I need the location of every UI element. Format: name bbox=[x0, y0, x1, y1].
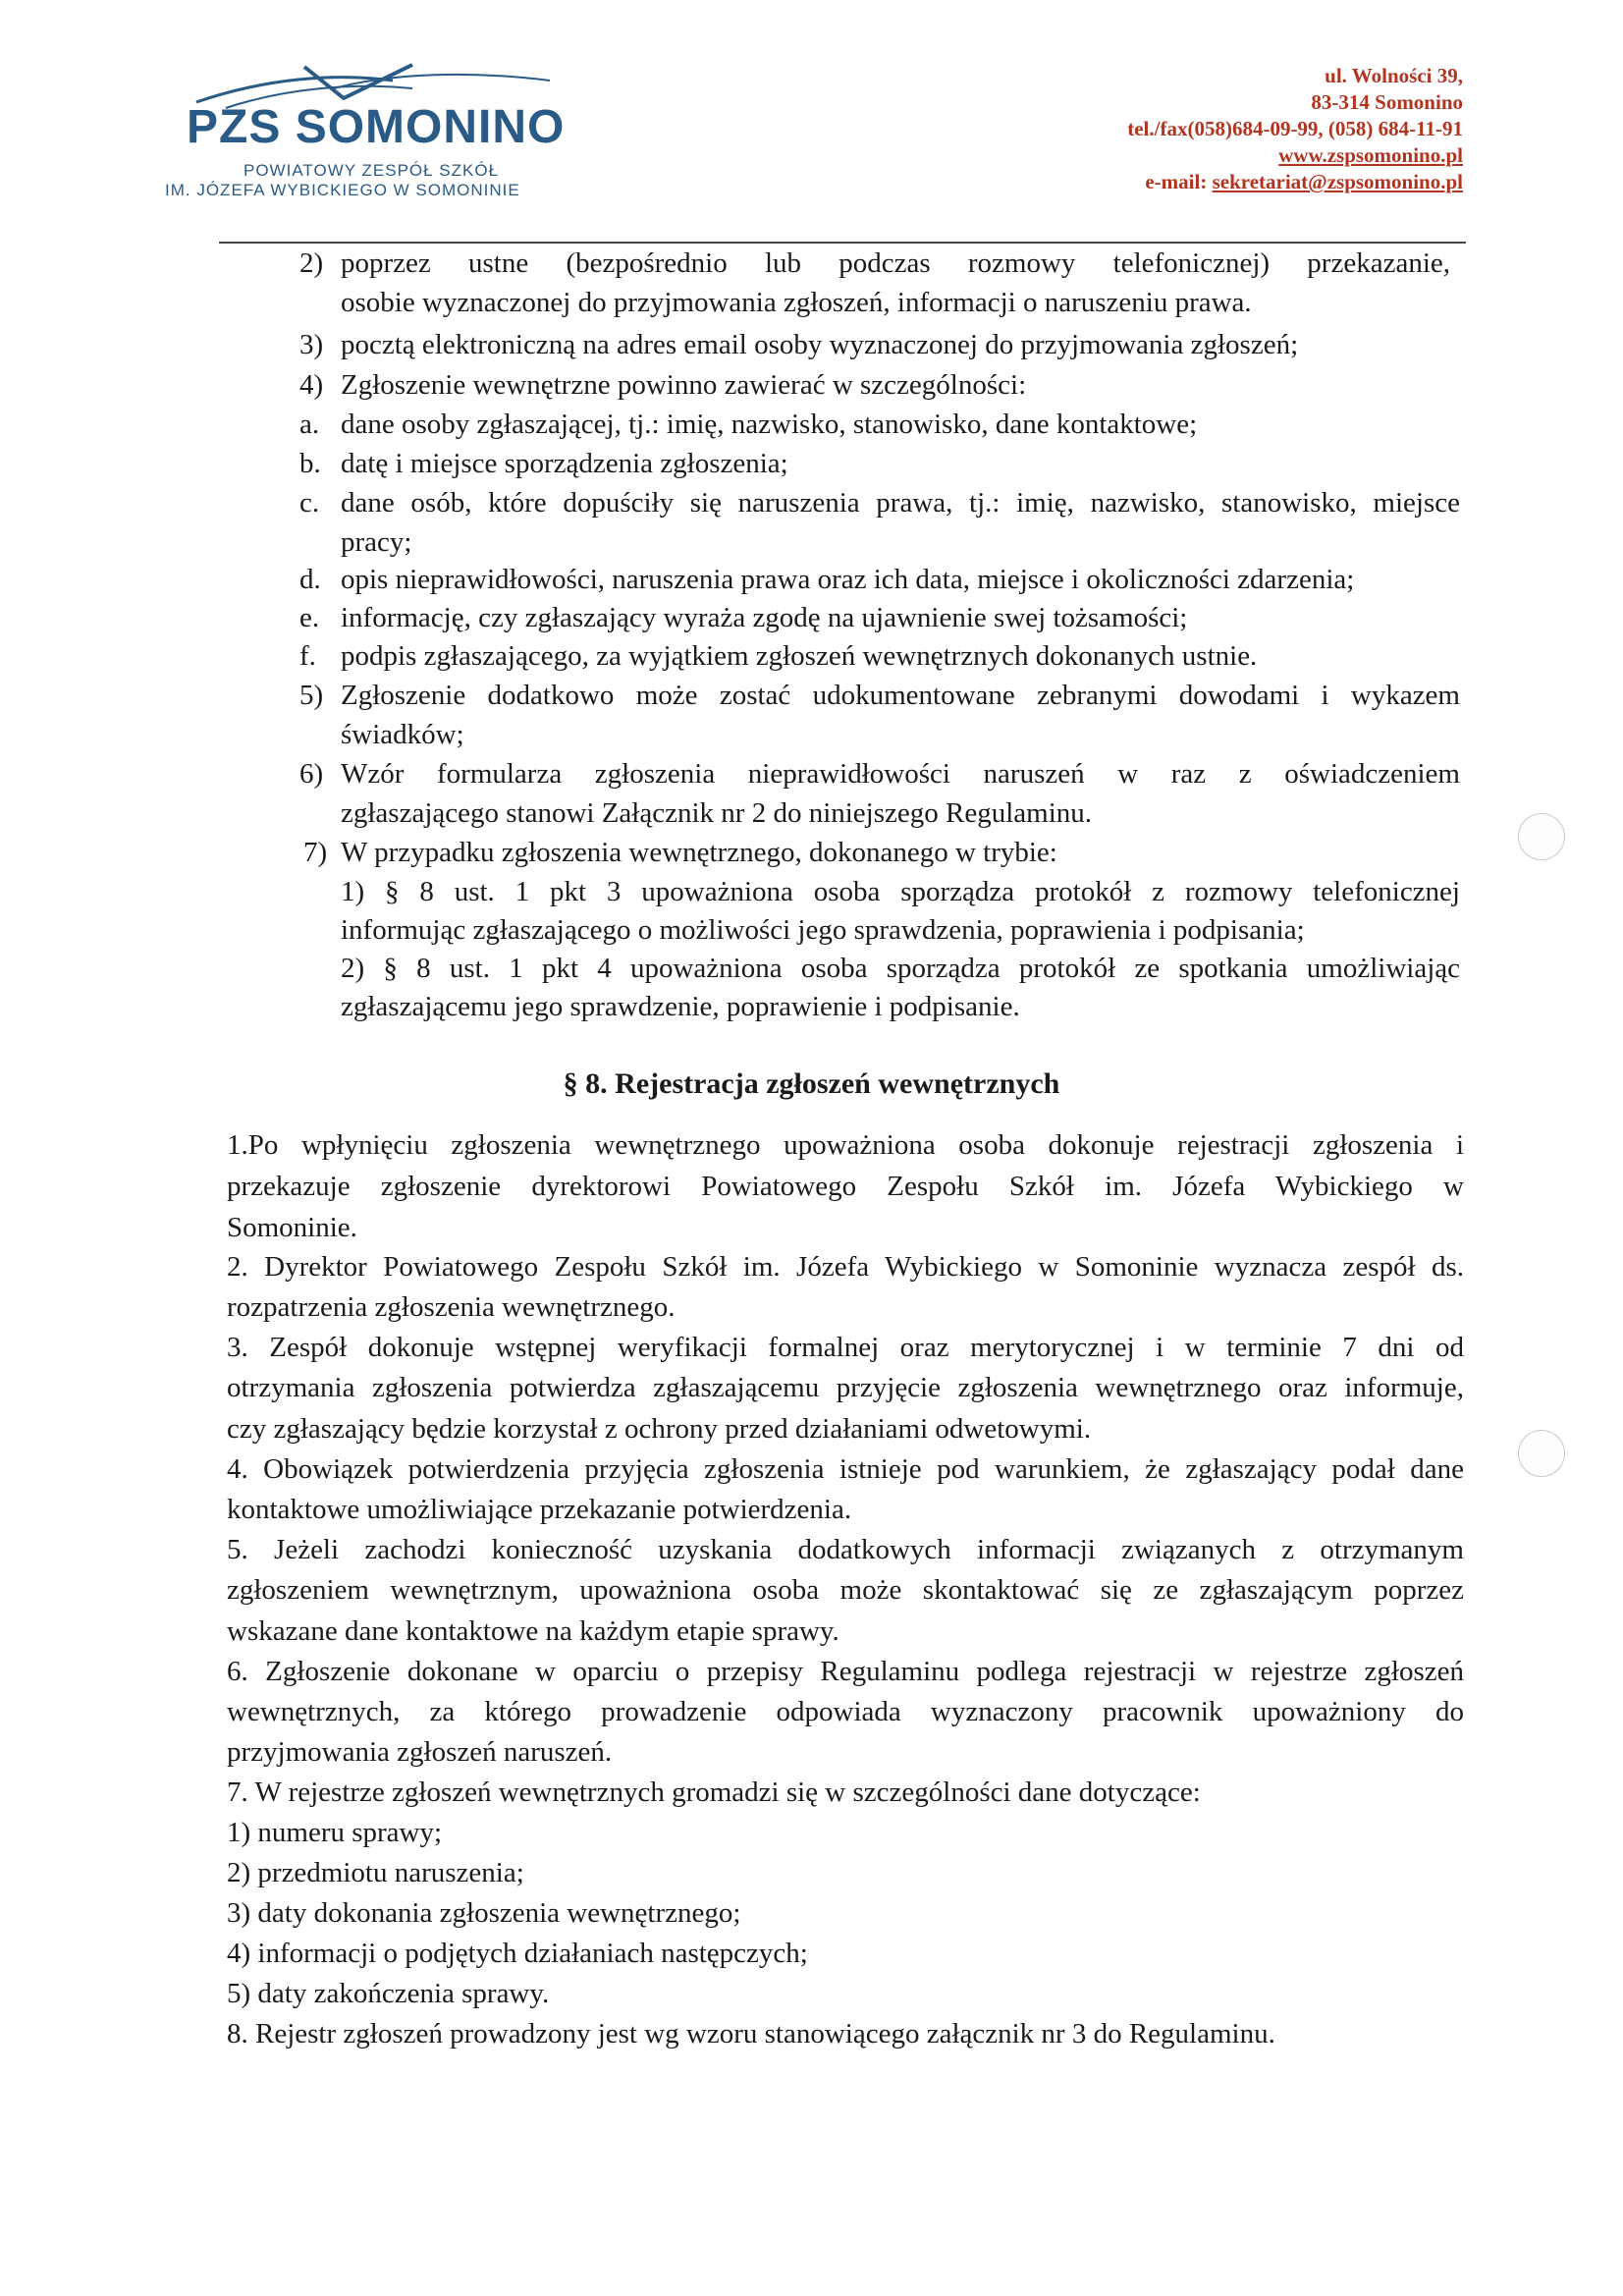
list-marker: d. bbox=[299, 564, 321, 595]
list-item-line: Wzór formularza zgłoszenia nieprawidłowości naruszeń w raz z oświadczeniem bbox=[341, 758, 1460, 790]
section-title: § 8. Rejestracja zgłoszeń wewnętrznych bbox=[563, 1067, 1060, 1100]
list-marker: b. bbox=[299, 448, 321, 479]
list-item-line: 2) § 8 ust. 1 pkt 4 upoważniona osoba sporządza protokół ze spotkania umożliwiając bbox=[341, 953, 1460, 984]
list-item-line: pocztą elektroniczną na adres email osoby wyznaczonej do przyjmowania zgłoszeń; bbox=[341, 329, 1299, 360]
list-marker: 7) bbox=[303, 837, 328, 868]
paragraph-line: 3. Zespół dokonuje wstępnej weryfikacji formalnej oraz merytorycznej i w terminie 7 dni od bbox=[227, 1332, 1464, 1363]
logo-subtitle-2: IM. JÓZEFA WYBICKIEGO W SOMONINIE bbox=[165, 181, 520, 199]
paragraph-line: czy zgłaszający będzie korzystał z ochrony przed działaniami odwetowymi. bbox=[227, 1413, 1092, 1445]
list-marker: 5) bbox=[299, 680, 324, 711]
logo-subtitle-1: POWIATOWY ZESPÓŁ SZKÓŁ bbox=[243, 161, 500, 180]
list-item-line: informację, czy zgłaszający wyraża zgodę na ujawnienie swej tożsamości; bbox=[341, 602, 1188, 633]
list-marker: f. bbox=[299, 640, 316, 672]
paragraph-line: 6. Zgłoszenie dokonane w oparciu o przepisy Regulaminu podlega rejestracji w rejestrze zgłoszeń bbox=[227, 1656, 1464, 1687]
punch-hole bbox=[1518, 1430, 1565, 1477]
website-link[interactable]: www.zspsomonino.pl bbox=[1278, 143, 1463, 167]
list-marker: c. bbox=[299, 487, 320, 519]
list-item-line: zgłaszającego stanowi Załącznik nr 2 do niniejszego Regulaminu. bbox=[341, 797, 1093, 829]
list-item-line: podpis zgłaszającego, za wyjątkiem zgłoszeń wewnętrznych dokonanych ustnie. bbox=[341, 640, 1258, 672]
list-item-line: 1) § 8 ust. 1 pkt 3 upoważniona osoba sporządza protokół z rozmowy telefonicznej bbox=[341, 876, 1460, 907]
list-item-line: poprzez ustne (bezpośrednio lub podczas rozmowy telefonicznej) przekazanie, bbox=[341, 247, 1450, 279]
paragraph-line: zgłoszeniem wewnętrznym, upoważniona osoba może skontaktować się ze zgłaszającym poprzez bbox=[227, 1574, 1464, 1606]
punch-hole bbox=[1518, 813, 1565, 860]
logo-name: PZS SOMONINO bbox=[187, 101, 566, 153]
address-street: ul. Wolności 39, bbox=[1325, 64, 1463, 87]
list-marker: 3) bbox=[299, 329, 324, 360]
address-city: 83-314 Somonino bbox=[1311, 90, 1463, 114]
list-marker: 6) bbox=[299, 758, 324, 790]
paragraph-line: 7. W rejestrze zgłoszeń wewnętrznych gromadzi się w szczególności dane dotyczące: bbox=[227, 1777, 1201, 1808]
paragraph-line: 5) daty zakończenia sprawy. bbox=[227, 1978, 550, 2009]
paragraph-line: kontaktowe umożliwiające przekazanie potwierdzenia. bbox=[227, 1494, 852, 1525]
paragraph-line: 2. Dyrektor Powiatowego Zespołu Szkół im. Józefa Wybickiego w Somoninie wyznacza zespół ds. bbox=[227, 1251, 1464, 1283]
list-item-line: zgłaszającemu jego sprawdzenie, poprawienie i podpisanie. bbox=[341, 991, 1020, 1022]
list-marker: 2) bbox=[299, 247, 324, 279]
list-marker: a. bbox=[299, 409, 320, 440]
paragraph-line: 4. Obowiązek potwierdzenia przyjęcia zgłoszenia istnieje pod warunkiem, że zgłaszający podał dane bbox=[227, 1453, 1464, 1485]
paragraph-line: 8. Rejestr zgłoszeń prowadzony jest wg wzoru stanowiącego załącznik nr 3 do Regulaminu. bbox=[227, 2018, 1275, 2050]
paragraph-line: 3) daty dokonania zgłoszenia wewnętrznego; bbox=[227, 1897, 741, 1929]
paragraph-line: przyjmowania zgłoszeń naruszeń. bbox=[227, 1736, 613, 1768]
paragraph-line: 2) przedmiotu naruszenia; bbox=[227, 1857, 524, 1888]
paragraph-line: 1) numeru sprawy; bbox=[227, 1817, 443, 1848]
paragraph-line: Somoninie. bbox=[227, 1212, 357, 1243]
paragraph-line: otrzymania zgłoszenia potwierdza zgłaszającemu przyjęcie zgłoszenia wewnętrznego oraz informuje, bbox=[227, 1372, 1464, 1403]
phone: tel./fax(058)684-09-99, (058) 684-11-91 bbox=[1127, 117, 1463, 140]
list-marker: 4) bbox=[299, 369, 324, 401]
contact-block bbox=[1127, 63, 1463, 195]
paragraph-line: 5. Jeżeli zachodzi konieczność uzyskania dodatkowych informacji związanych z otrzymanym bbox=[227, 1534, 1464, 1565]
email-label: e-mail: bbox=[1145, 170, 1213, 193]
list-item-line: dane osób, które dopuściły się naruszenia prawa, tj.: imię, nazwisko, stanowisko, miejsce bbox=[341, 487, 1460, 519]
list-item-line: W przypadku zgłoszenia wewnętrznego, dokonanego w trybie: bbox=[341, 837, 1057, 868]
paragraph-line: 4) informacji o podjętych działaniach następczych; bbox=[227, 1938, 808, 1969]
list-item-line: Zgłoszenie wewnętrzne powinno zawierać w szczególności: bbox=[341, 369, 1027, 401]
list-item-line: opis nieprawidłowości, naruszenia prawa oraz ich data, miejsce i okoliczności zdarzenia; bbox=[341, 564, 1355, 595]
list-item-line: świadków; bbox=[341, 719, 464, 750]
paragraph-line: 1.Po wpłynięciu zgłoszenia wewnętrznego upoważniona osoba dokonuje rejestracji zgłoszenia i bbox=[227, 1129, 1464, 1161]
list-marker: e. bbox=[299, 602, 320, 633]
list-item-line: datę i miejsce sporządzenia zgłoszenia; bbox=[341, 448, 788, 479]
paragraph-line: wskazane dane kontaktowe na każdym etapie sprawy. bbox=[227, 1615, 839, 1647]
list-item-line: dane osoby zgłaszającej, tj.: imię, nazwisko, stanowisko, dane kontaktowe; bbox=[341, 409, 1198, 440]
email-link[interactable]: sekretariat@zspsomonino.pl bbox=[1212, 170, 1463, 193]
list-item-line: osobie wyznaczonej do przyjmowania zgłoszeń, informacji o naruszeniu prawa. bbox=[341, 287, 1252, 318]
paragraph-line: wewnętrznych, za którego prowadzenie odpowiada wyznaczony pracownik upoważniony do bbox=[227, 1696, 1464, 1727]
paragraph-line: rozpatrzenia zgłoszenia wewnętrznego. bbox=[227, 1291, 676, 1323]
header-divider bbox=[219, 242, 1466, 244]
list-item-line: informując zgłaszającego o możliwości jego sprawdzenia, poprawienia i podpisania; bbox=[341, 914, 1305, 946]
list-item-line: Zgłoszenie dodatkowo może zostać udokumentowane zebranymi dowodami i wykazem bbox=[341, 680, 1460, 711]
list-item-line: pracy; bbox=[341, 526, 412, 558]
paragraph-line: przekazuje zgłoszenie dyrektorowi Powiatowego Zespołu Szkół im. Józefa Wybickiego w bbox=[227, 1171, 1464, 1202]
